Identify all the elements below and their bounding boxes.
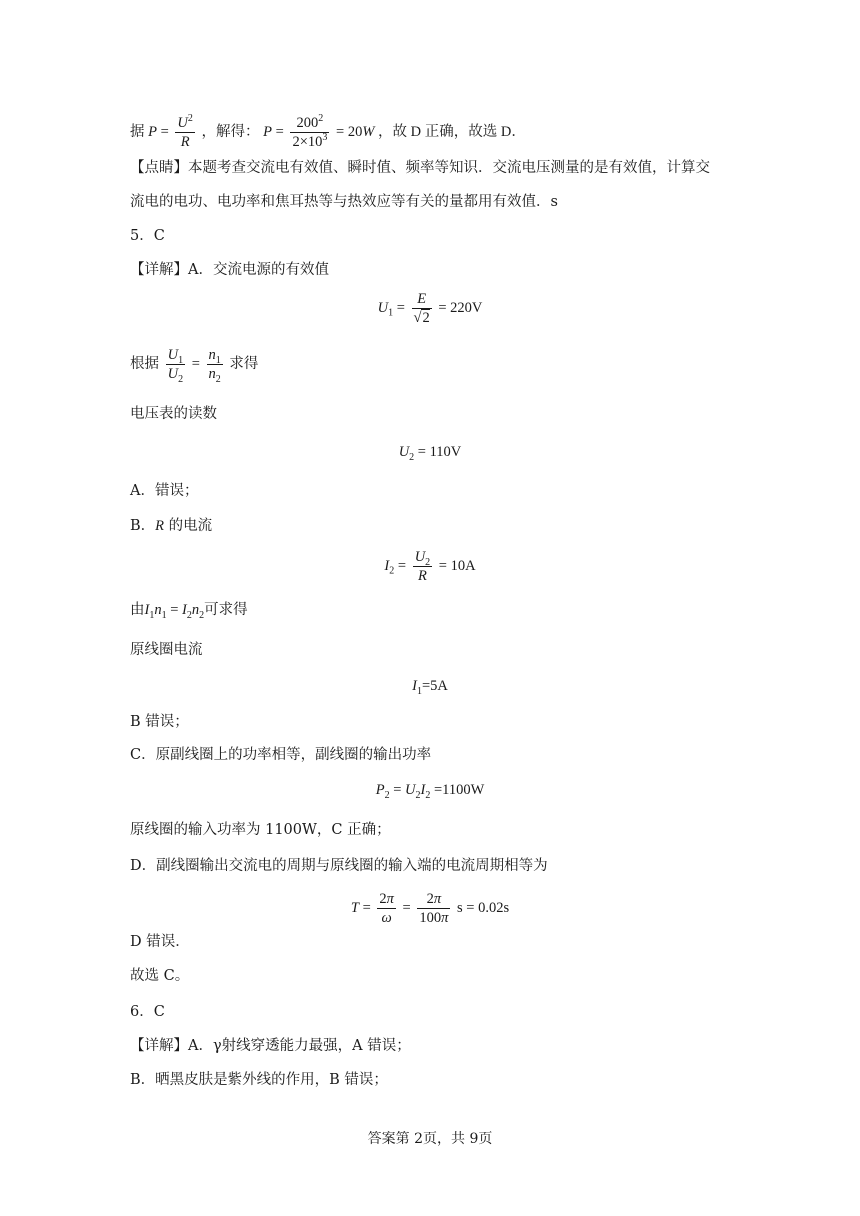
text: B．	[130, 518, 156, 534]
text: ，解得：	[201, 123, 260, 140]
detail-6b: B．晒黑皮肤是紫外线的作用，B 错误；	[130, 1072, 388, 1088]
eq-u2: $U_2 = 110V$	[398, 444, 462, 463]
eq-i2: $I_2$ = $\frac{U_2}{R}$ = 10A	[384, 549, 476, 584]
note-line-2: 流电的电功、电功率和焦耳热等与热效应等有关的量都用有效值．s	[130, 194, 558, 210]
text: 据	[130, 123, 145, 140]
line-power-formula: 据 P = $\frac{U^2}{R}$ ，解得： P = $\frac{200^2}{2\times 10^3}$ = 20W ，故 D 正确，故选 D．	[130, 113, 526, 150]
eq-u1: $U_1$ = $\frac{E}{√2}$ = 220V	[377, 291, 483, 326]
eq-current-ratio: 由$I_1n_1 = I_2n_2$可求得	[130, 602, 248, 621]
answer-5: 5．C	[130, 228, 165, 244]
note-line-1: 【点睛】本题考查交流电有效值、瞬时值、频率等知识．交流电压测量的是有效值，计算交	[130, 160, 710, 176]
eq-i1: $I_1=5A$	[412, 678, 448, 697]
option-d-line: D．副线圈输出交流电的周期与原线圈的输入端的电流周期相等为	[130, 858, 548, 874]
primary-current-label: 原线圈电流	[130, 642, 203, 658]
text: 根据	[130, 355, 159, 372]
eq-p2: $P_2 = U_2I_2 =1100W$	[375, 782, 485, 801]
option-b-result: B 错误；	[130, 714, 189, 730]
text: R	[155, 518, 165, 534]
option-c-line: C．原副线圈上的功率相等，副线圈的输出功率	[130, 747, 432, 763]
option-c-result: 原线圈的输入功率为 1100W，C 正确；	[130, 822, 391, 838]
text: 可求得	[204, 602, 248, 618]
text: ，故 D 正确，故选 D．	[378, 123, 526, 140]
option-b-line	[130, 516, 212, 536]
option-a-result: A．错误；	[130, 483, 199, 499]
conclusion-5: 故选 C。	[130, 968, 190, 984]
eq-ratio-line: 根据 $\frac{U_1}{U_2}$ = $\frac{n_1}{n_2}$ 求得	[130, 347, 259, 385]
option-d-result: D 错误．	[130, 934, 190, 950]
answer-6: 6．C	[130, 1004, 165, 1020]
detail-5a: 【详解】A．交流电源的有效值	[130, 262, 329, 278]
voltmeter-reading-label: 电压表的读数	[130, 406, 217, 422]
detail-6a: 【详解】A．γ射线穿透能力最强，A 错误；	[130, 1038, 411, 1054]
text: 求得	[229, 355, 259, 372]
text: 的电流	[164, 518, 213, 534]
eq-period: T = $\frac{2\pi}{\omega}$ = $\frac{2\pi}{100\pi}$ s = 0.02s	[350, 891, 510, 926]
text: 由	[130, 602, 145, 618]
page-footer: 答案第 2页，共 9页	[367, 1131, 493, 1147]
